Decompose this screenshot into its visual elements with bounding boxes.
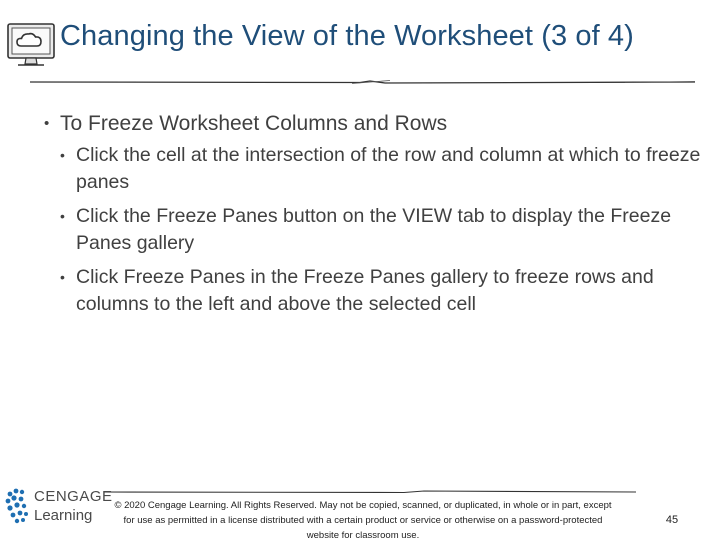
sub-bullet-text: Click the cell at the intersection of the row and column at which to freeze panes [76,144,701,193]
cengage-logo [4,484,113,530]
logo-wordmark-top: CENGAGE [34,488,113,505]
bullet-marker: • [60,269,65,285]
title-divider [30,76,695,88]
logo-wordmark-bottom: Learning [34,507,93,524]
bullet-list [44,110,704,325]
cengage-logo-icon [4,486,32,526]
sub-bullet-item [60,264,704,318]
sub-bullet-text: Click the Freeze Panes button on the VIEW tab to display the Freeze Panes gallery [76,205,672,254]
slide-title: Changing the View of the Worksheet (3 of 4) [60,20,634,52]
bullet-item [44,110,704,138]
sub-bullet-item [60,142,704,196]
bullet-marker: • [60,208,65,224]
sub-bullet-list [44,142,704,318]
sub-bullet-text: Click Freeze Panes in the Freeze Panes gallery to freeze rows and columns to the left and above the selected cell [76,266,654,315]
copyright-notice: © 2020 Cengage Learning. All Rights Reserved. May not be copied, scanned, or duplicated, in whole or in part, except for use as permitted in a license distributed with a certain product or service or otherwise on a password-protected website for classroom use. [114,500,612,541]
bullet-marker: • [60,147,65,163]
bullet-marker: • [44,115,50,132]
monitor-cloud-icon [6,20,56,68]
bullet-text: To Freeze Worksheet Columns and Rows [60,112,448,135]
sub-bullet-item [60,203,704,257]
page-number: 45 [665,514,679,526]
footer-divider [104,488,636,496]
